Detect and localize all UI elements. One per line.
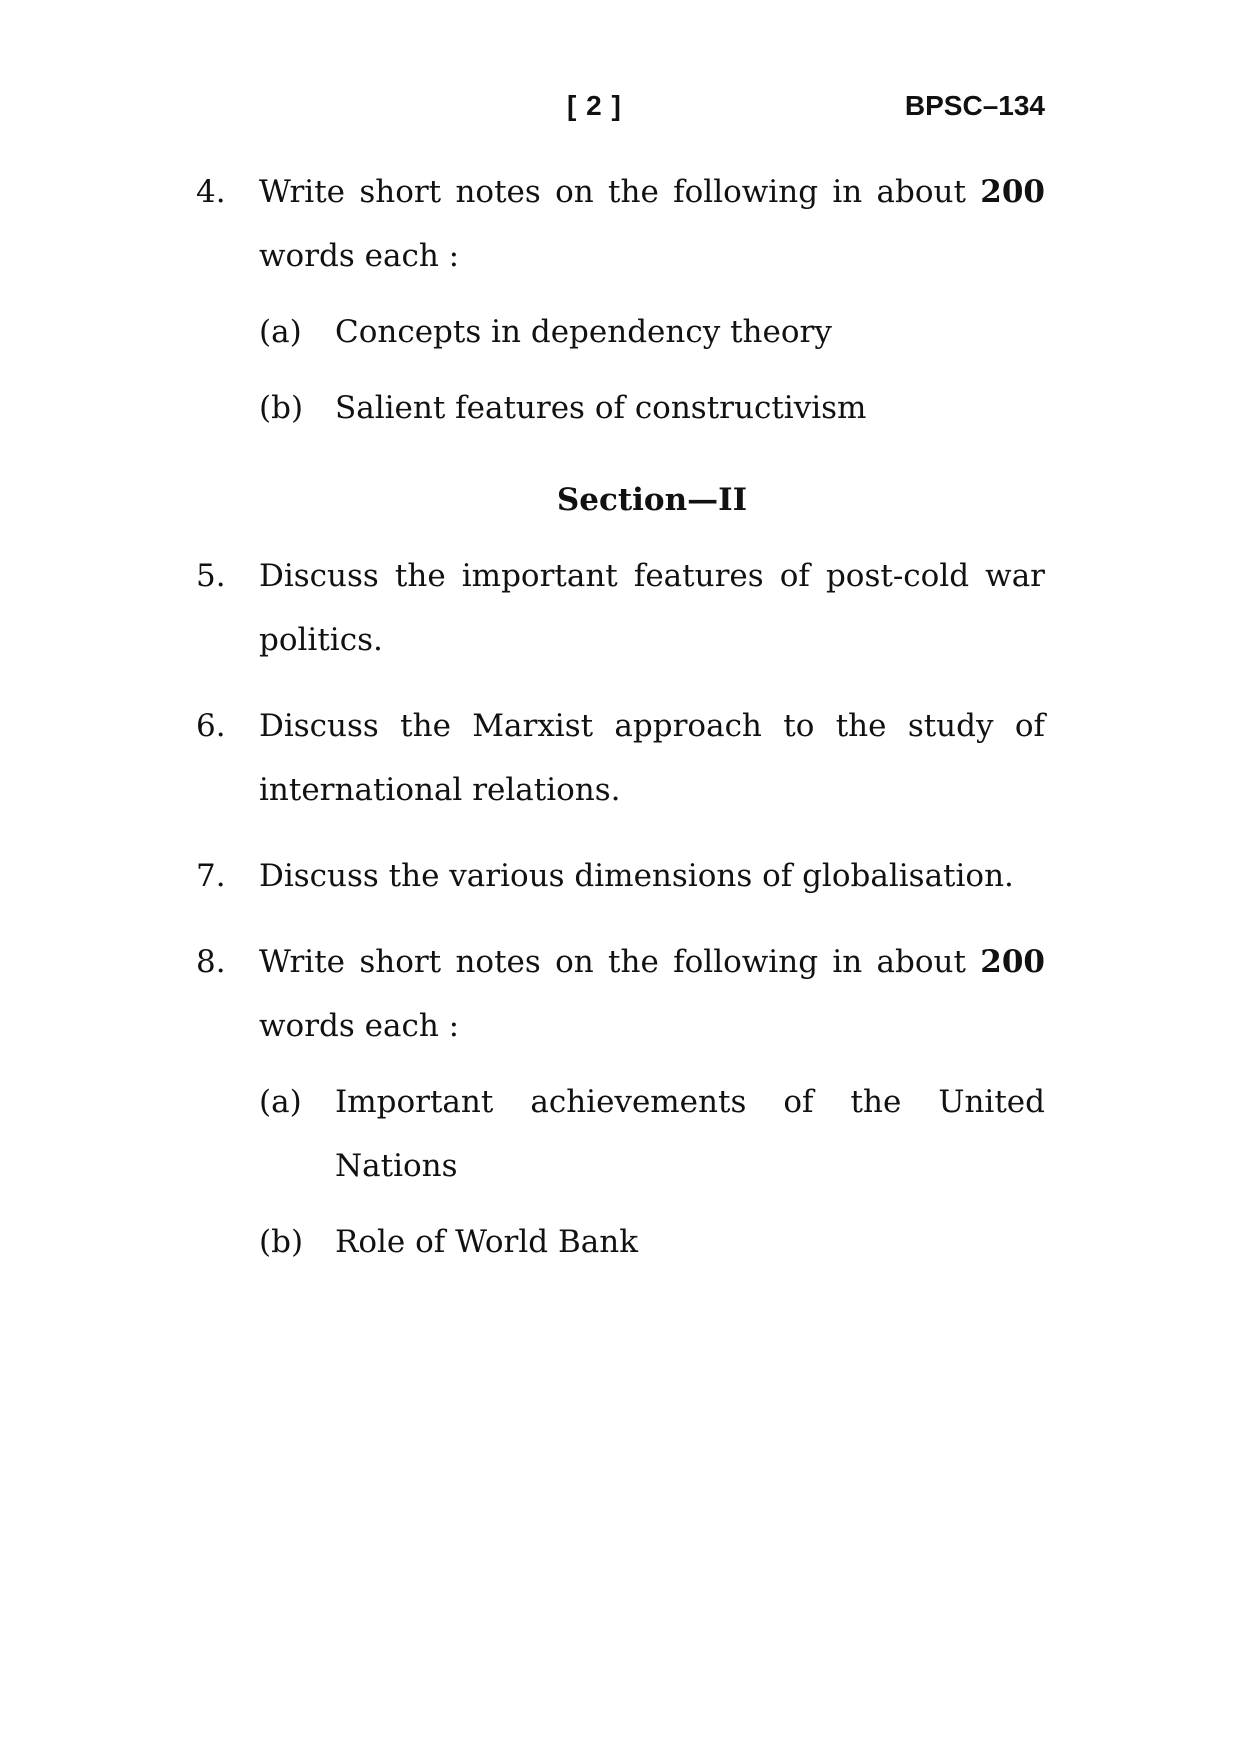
- sub-question-text: Concepts in dependency theory: [335, 314, 832, 350]
- question-number: 8.: [196, 944, 226, 980]
- question-text-prefix: Write short notes on the following in about: [259, 944, 966, 980]
- question-8: [196, 930, 1045, 1286]
- sub-question-list: [259, 1070, 1045, 1274]
- sub-question-a: [259, 300, 1045, 364]
- sub-question-label: (a): [259, 1084, 302, 1120]
- sub-question-b: [259, 376, 1045, 440]
- word-count: 200: [980, 944, 1046, 980]
- sub-question-list: [259, 300, 1045, 440]
- question-number: 5.: [196, 558, 226, 594]
- sub-question-label: (b): [259, 1224, 304, 1260]
- sub-question-text: Important achievements of the United Nations: [335, 1084, 1045, 1184]
- sub-question-label: (b): [259, 390, 304, 426]
- question-text-suffix: words each :: [259, 1008, 460, 1044]
- question-text: Discuss the various dimensions of globalisation.: [259, 858, 1014, 894]
- question-text: [259, 160, 1045, 288]
- section-heading: Section—II: [556, 482, 748, 518]
- question-6: [196, 694, 1045, 822]
- question-text: [259, 930, 1045, 1058]
- question-text: Discuss the Marxist approach to the study of international relations.: [259, 708, 1045, 808]
- sub-question-b: [259, 1210, 1045, 1274]
- question-number: 7.: [196, 858, 226, 894]
- question-text-suffix: words each :: [259, 238, 460, 274]
- word-count: 200: [980, 174, 1046, 210]
- question-4: [196, 160, 1045, 452]
- sub-question-label: (a): [259, 314, 302, 350]
- question-text-prefix: Write short notes on the following in about: [259, 174, 966, 210]
- sub-question-text: Salient features of constructivism: [335, 390, 867, 426]
- sub-question-a: [259, 1070, 1045, 1198]
- question-number: 4.: [196, 174, 226, 210]
- question-text: Discuss the important features of post-cold war politics.: [259, 558, 1045, 658]
- paper-code: BPSC–134: [904, 90, 1045, 121]
- question-number: 6.: [196, 708, 226, 744]
- question-list: [196, 160, 1045, 1308]
- page-number: [ 2 ]: [567, 90, 622, 121]
- question-body: [259, 930, 1045, 1286]
- sub-question-text: Role of World Bank: [335, 1224, 638, 1260]
- question-5: [196, 544, 1045, 672]
- question-7: [196, 844, 1045, 908]
- question-body: [259, 160, 1045, 452]
